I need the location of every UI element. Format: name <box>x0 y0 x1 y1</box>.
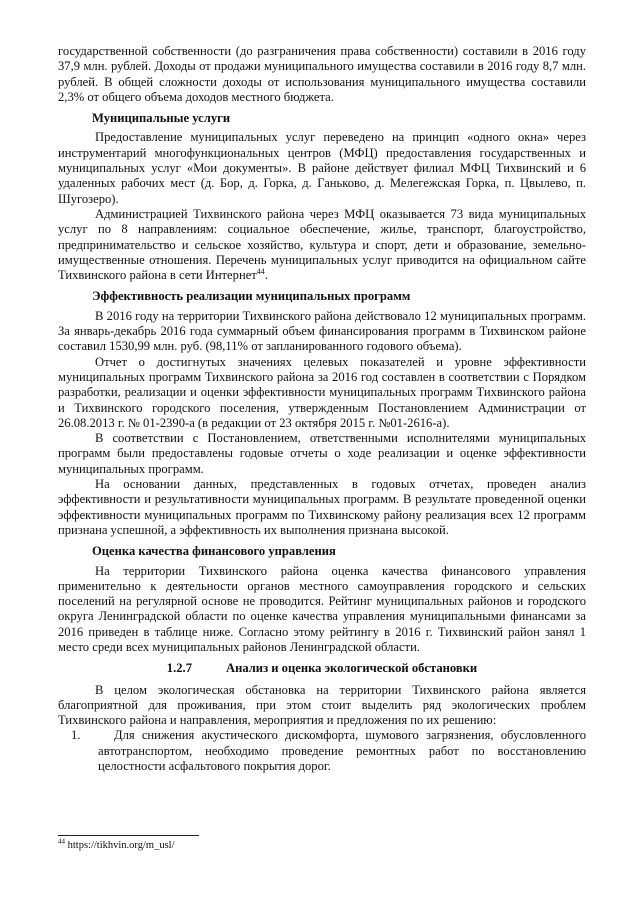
paragraph-finance: На территории Тихвинского района оценка качества финансового управления применительно к деятельности органов местного самоуправления городского и сельских поселений на регулярной основе не проводится. Рейтинг муниципальных районов и городского округа Ленинградской области по оценке качества управления муниципальными финансами за 2016 приведен в таблице ниже. Согласно этому рейтингу в 2016 г. Тихвинский район занял 1 место среди всех муниципальных районов Ленинградской области. <box>58 563 586 654</box>
paragraph-ecology: В целом экологическая обстановка на территории Тихвинского района является благоприятной для проживания, при этом стоит выделить ряд экологических проблем Тихвинского района и направления, мероприятия и предложения по их решению: <box>58 682 586 728</box>
paragraph-programs-4: На основании данных, представленных в годовых отчетах, проведен анализ эффективности и результативности муниципальных программ. В результате проведенной оценки эффективности муниципальных программ по Тихвинскому району реализация всех 12 программ признана успешной, а эффективность их выполнения признана высокой. <box>58 477 586 537</box>
footnote <box>58 837 175 852</box>
paragraph-services-2-text: Администрацией Тихвинского района через МФЦ оказывается 73 вида муниципальных услуг по 8 направлениям: социальное обеспечение, жилье, транспорт, благоустройство, предпринимательство и сельское хозяйство, культура и спорт, дети и образование, земельно-имущественные отношения. Перечень муниципальных услуг приводится на официальном сайте Тихвинского района в сети Интернет <box>58 206 586 283</box>
footnote-link[interactable]: https://tikhvin.org/m_usl/ <box>65 840 175 851</box>
footnote-divider <box>58 835 199 836</box>
paragraph-programs-2: Отчет о достигнутых значениях целевых показателей и уровне эффективности муниципальных программ Тихвинского района за 2016 год составлен в соответствии с Порядком разработки, реализации и оценки эффективности муниципальных программ Тихвинского района и Тихвинского городского поселения, утвержденным Постановлением Администрации от 26.08.2013 г. № 01-2390-а (в редакции от 23 октября 2015 г. №01-2616-а). <box>58 354 586 430</box>
heading-municipal-services: Муниципальные услуги <box>92 111 231 126</box>
paragraph-programs-1: В 2016 году на территории Тихвинского района действовало 12 муниципальных программ. За январь-декабрь 2016 года суммарный объем финансирования программ в Тихвинском районе составил 1530,99 млн. руб. (98,11% от запланированного годового объема). <box>58 308 586 354</box>
section-title-ecology <box>58 661 586 676</box>
list-item-text: Для снижения акустического дискомфорта, шумового загрязнения, обусловленного автотранспортом, необходимо проведение ремонтных работ по восстановлению целостности асфальтового покрытия дорог. <box>98 728 586 774</box>
footnote-reference[interactable]: 44 <box>256 266 265 276</box>
paragraph-intro: государственной собственности (до разграничения права собственности) составили в 2016 году 37,9 млн. рублей. Доходы от продажи муниципального имущества составили в 2016 году 8,7 млн. рублей. В общей сложности доходы от использования муниципального имущества составили 2,3% от общего объема доходов местного бюджета. <box>58 44 586 104</box>
paragraph-services-2: Администрацией Тихвинского района через МФЦ оказывается 73 вида муниципальных услуг по 8 направлениям: социальное обеспечение, жилье, транспорт, благоустройство, предпринимательство и сельское хозяйство, культура и спорт, дети и образование, земельно-имущественные отношения. Перечень муниципальных услуг приводится на официальном сайте Тихвинского района в сети Интернет$^{44}$. <box>58 206 586 283</box>
section-title-text: Анализ и оценка экологической обстановки <box>225 661 478 676</box>
heading-program-efficiency: Эффективность реализации муниципальных программ <box>92 289 411 304</box>
paragraph-services-1: Предоставление муниципальных услуг переведено на принцип «одного окна» через инструментарий многофункциональных центров (МФЦ) предоставления государственных и муниципальных услуг «Мои документы». В районе действует филиал МФЦ Тихвинский и 6 удаленных рабочих мест (д. Бор, д. Горка, д. Ганьково, д. Мелегежская Горка, п. Цвылево, п. Шугозеро). <box>58 130 586 206</box>
footnote-number: 44 <box>58 837 65 846</box>
section-number: 1.2.7 <box>166 661 192 676</box>
document-page <box>58 44 586 774</box>
list-item-1 <box>58 728 586 774</box>
heading-financial-management: Оценка качества финансового управления <box>92 544 336 559</box>
paragraph-programs-3: В соответствии с Постановлением, ответственными исполнителями муниципальных программ были предоставлены годовые отчеты о ходе реализации и оценке эффективности муниципальных программ. <box>58 431 586 476</box>
list-item-number: 1. <box>71 728 81 743</box>
